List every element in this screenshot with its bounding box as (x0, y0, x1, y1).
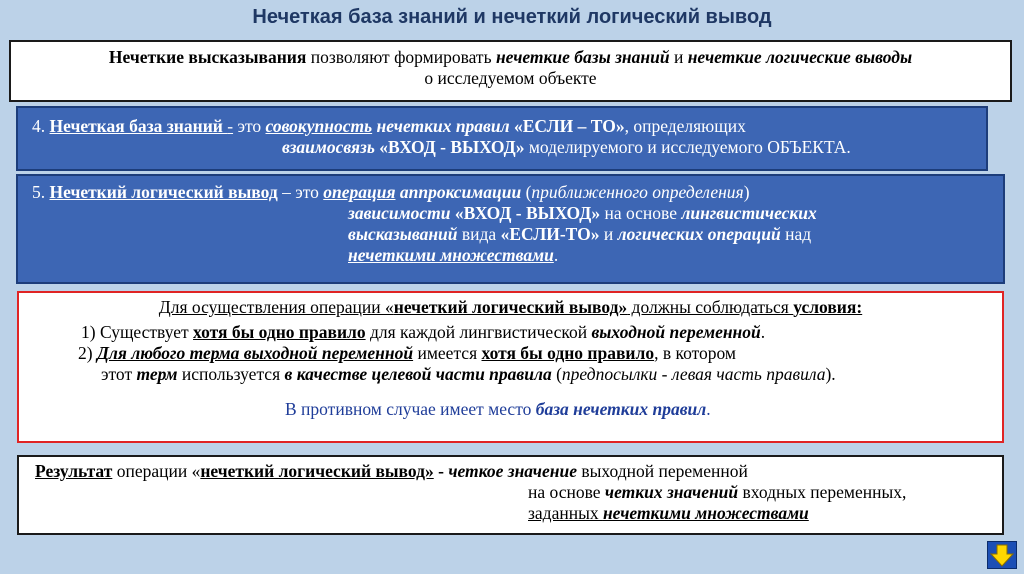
text: на основе (600, 203, 682, 223)
text: ( (551, 364, 562, 384)
text: должны соблюдаться (627, 297, 794, 317)
knowledge-base-box (16, 106, 988, 171)
line (35, 482, 986, 503)
conclusion-line (33, 399, 988, 420)
text: , в котором (654, 343, 737, 363)
text: 2) (78, 343, 97, 363)
line (33, 364, 988, 385)
line (23, 68, 998, 89)
text-term: взаимосвязь (282, 137, 375, 157)
line (32, 137, 972, 158)
text-term: четкое значение (448, 461, 577, 481)
fuzzy-statements-box (9, 40, 1012, 102)
line (32, 182, 989, 203)
text-term: Нечеткая база знаний (49, 116, 228, 136)
text-term: выходной переменной (591, 322, 761, 342)
text: входных переменных, (738, 482, 907, 502)
text-term: база нечетких правил (535, 399, 707, 419)
condition-1 (33, 322, 988, 343)
text: для каждой лингвистической (365, 322, 592, 342)
text: предпосылки - левая часть правила (561, 364, 826, 384)
text-term: аппроксимации (399, 182, 522, 202)
arrow-down-icon (988, 542, 1016, 568)
text-term: Для любого терма выходной переменной (96, 343, 414, 363)
text-term: условия: (793, 297, 863, 317)
text: 4. (32, 116, 50, 136)
text-term: зависимости (348, 203, 451, 223)
text-term: нечеткими множествами (602, 503, 809, 523)
text: ) (743, 182, 750, 202)
text: – это (277, 182, 324, 202)
text-term: логических операций (617, 224, 781, 244)
text: , определяющих (624, 116, 746, 136)
text-term: нечеткий логический вывод» (200, 461, 434, 481)
text-term: совокупность (265, 116, 373, 136)
text: заданных (528, 503, 603, 523)
line (23, 47, 998, 68)
text-term: в качестве целевой части правила (284, 364, 552, 384)
text: моделируемого и исследуемого ОБЪЕКТА. (524, 137, 851, 157)
line (32, 116, 972, 137)
slide-title: Нечеткая база знаний и нечеткий логический вывод (252, 6, 772, 28)
text: . (553, 245, 559, 265)
text: этот (101, 364, 137, 384)
text-term: «ВХОД - ВЫХОД» (450, 203, 601, 223)
text-term: хотя бы одно правило (193, 322, 366, 342)
next-slide-button[interactable] (987, 541, 1017, 569)
text: о исследуемом объекте (424, 68, 597, 88)
text-term: нечеткими множествами (348, 245, 554, 265)
text: ). (825, 364, 836, 384)
line (32, 245, 989, 266)
conditions-box (17, 291, 1004, 443)
text-term: терм (136, 364, 178, 384)
text-term: нечеткие базы знаний (495, 47, 670, 67)
text-term: нечеткий логический вывод» (393, 297, 628, 317)
line (33, 297, 988, 318)
text-term: «ВХОД - ВЫХОД» (374, 137, 525, 157)
text: 5. (32, 182, 50, 202)
line (35, 461, 986, 482)
logical-inference-box (16, 174, 1005, 284)
text: это (233, 116, 266, 136)
text-term: «ЕСЛИ – ТО» (509, 116, 625, 136)
text-term: нечетких правил (376, 116, 510, 136)
text: ( (521, 182, 532, 202)
text: В противном случае имеет место (285, 399, 536, 419)
text-term: операция (323, 182, 396, 202)
line (32, 203, 989, 224)
text-term: нечеткие логические выводы (687, 47, 913, 67)
text: 1) Существует (81, 322, 194, 342)
text: вида (457, 224, 501, 244)
text-term: хотя бы одно правило (481, 343, 655, 363)
text: выходной переменной (576, 461, 748, 481)
text-term: Результат (35, 461, 113, 481)
text: приближенного определения (531, 182, 744, 202)
text: над (780, 224, 812, 244)
condition-2 (33, 343, 988, 364)
text: и (599, 224, 618, 244)
result-box (17, 455, 1004, 535)
text-term: Нечеткие высказывания (108, 47, 307, 67)
text: . (760, 322, 766, 342)
text: Для осуществления операции « (158, 297, 394, 317)
text-term: лингвистических (681, 203, 817, 223)
text: операции « (112, 461, 201, 481)
text: и (669, 47, 688, 67)
text-term: четких значений (604, 482, 739, 502)
text: имеется (413, 343, 482, 363)
line (35, 503, 986, 524)
text: - (227, 116, 234, 136)
text: . (706, 399, 711, 419)
text-term: Нечеткий логический вывод (49, 182, 278, 202)
text: на основе (528, 482, 605, 502)
text: позволяют формировать (306, 47, 496, 67)
text-term: высказываний (348, 224, 458, 244)
text: используется (177, 364, 285, 384)
line (32, 224, 989, 245)
text-term: «ЕСЛИ-ТО» (500, 224, 600, 244)
text: - (433, 461, 449, 481)
